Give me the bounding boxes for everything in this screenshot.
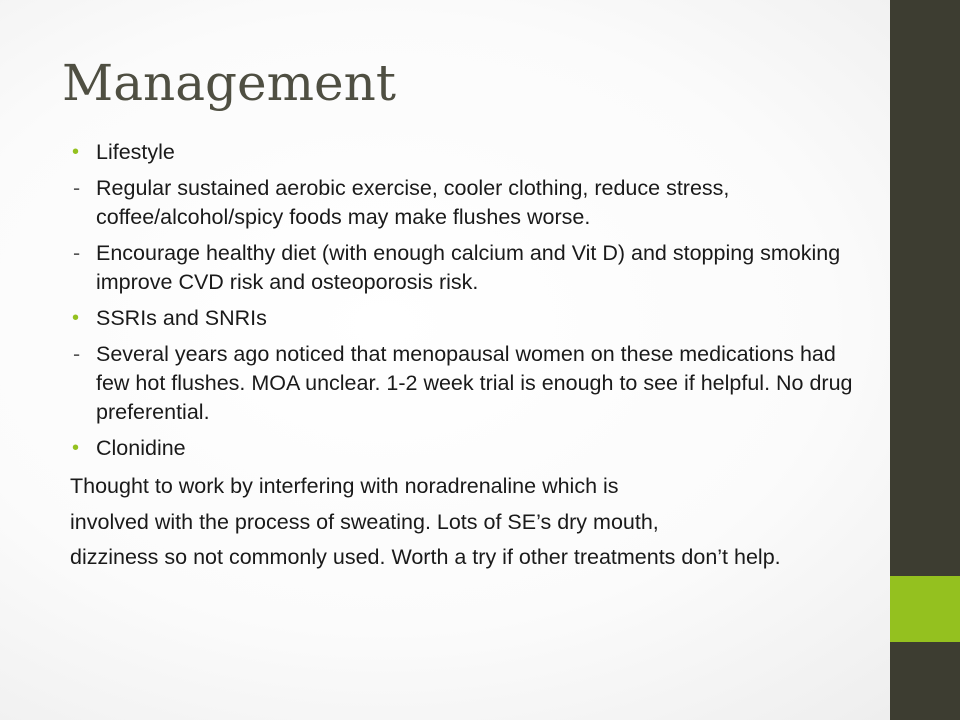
sub-item-text: Encourage healthy diet (with enough calcium and Vit D) and stopping smoking improve CVD risk and osteoporosis risk. <box>96 241 841 294</box>
bullet-item-clonidine <box>70 434 860 463</box>
slide-title: Management <box>62 54 396 112</box>
bullet-marker: • <box>72 141 80 163</box>
sub-item-lifestyle-2 <box>70 239 860 297</box>
bullet-text: Clonidine <box>96 436 186 460</box>
sub-item-ssris-1 <box>70 340 860 427</box>
green-accent-block <box>890 576 960 642</box>
clonidine-paragraph-line-1: Thought to work by interfering with noradrenaline which is <box>70 474 619 498</box>
dash-marker: - <box>73 241 81 265</box>
bullet-marker: • <box>72 437 80 459</box>
clonidine-paragraph-line-2: involved with the process of sweating. Lots of SE’s dry mouth, <box>70 510 659 534</box>
sub-item-text: Several years ago noticed that menopausal women on these medications had few hot flushes. MOA unclear. 1-2 week trial is enough to see if helpful. No drug preferential. <box>96 342 853 424</box>
bullet-item-ssris <box>70 304 860 333</box>
sub-item-lifestyle-1 <box>70 174 860 232</box>
dash-marker: - <box>73 342 81 366</box>
bullet-item-lifestyle <box>70 138 860 167</box>
slide-content <box>70 138 860 572</box>
sub-item-text: Regular sustained aerobic exercise, cooler clothing, reduce stress, coffee/alcohol/spicy foods may make flushes worse. <box>96 176 730 229</box>
dash-marker: - <box>73 176 81 200</box>
bullet-text: Lifestyle <box>96 140 175 164</box>
bullet-text: SSRIs and SNRIs <box>96 306 267 330</box>
clonidine-paragraph-line-3: dizziness so not commonly used. Worth a try if other treatments don’t help. <box>70 545 781 569</box>
bullet-marker: • <box>72 307 80 329</box>
